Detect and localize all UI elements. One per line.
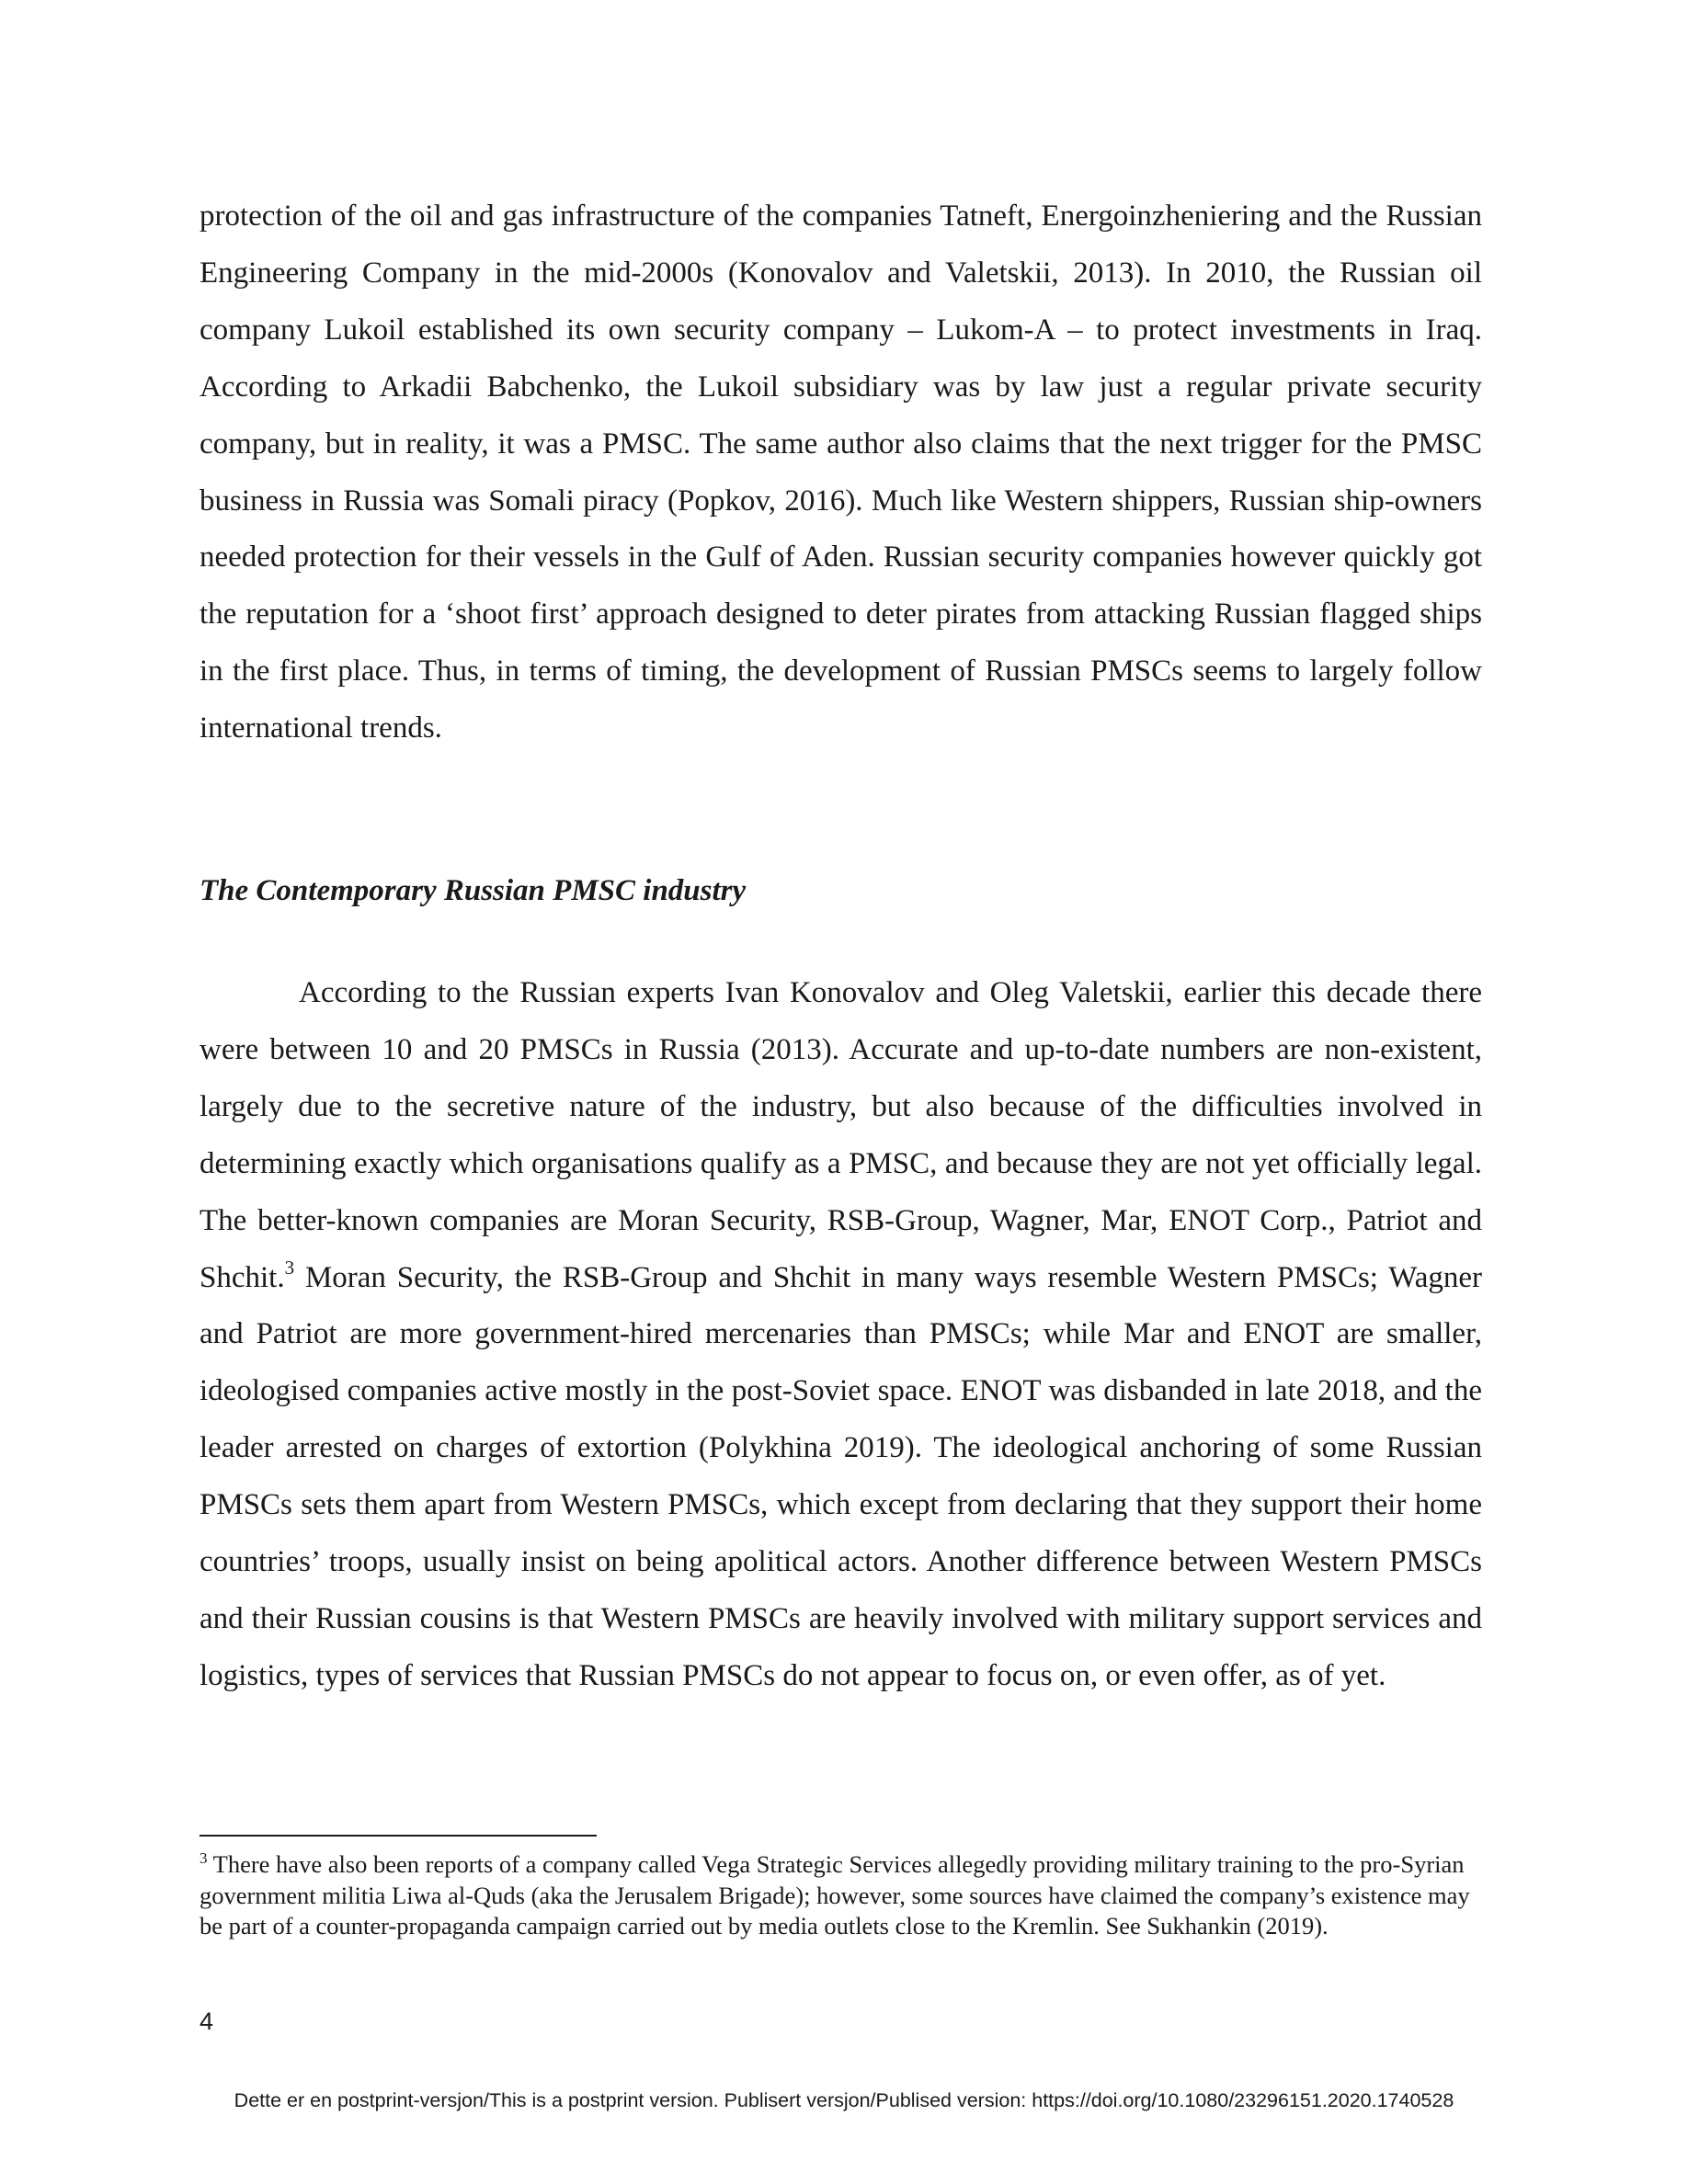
footnote-separator [200,1835,597,1837]
footnote-reference[interactable]: 3 [284,1256,295,1279]
footnote-text: There have also been reports of a company called Vega Strategic Services allegedly providing military training to the pro-Syrian government militia Liwa al-Quds (aka the Jerusalem Brigade); however, some sources have claimed the company’s existence may be part of a counter-propaganda campaign carried out by media outlets close to the Kremlin. See Sukhankin (2019). [200,1850,1470,1939]
body-paragraph-1: protection of the oil and gas infrastructure of the companies Tatneft, Energoinzheniering and the Russian Engineering Company in the mid-2000s (Konovalov and Valetskii, 2013). In 2010, the Russian oil company Lukoil established its own security company – Lukom-A – to protect investments in Iraq. According to Arkadii Babchenko, the Lukoil subsidiary was by law just a regular private security company, but in reality, it was a PMSC. The same author also claims that the next trigger for the PMSC business in Russia was Somali piracy (Popkov, 2016). Much like Western shippers, Russian ship-owners needed protection for their vessels in the Gulf of Aden. Russian security companies however quickly got the reputation for a ‘shoot first’ approach designed to deter pirates from attacking Russian flagged ships in the first place. Thus, in terms of timing, the development of Russian PMSCs seems to largely follow international trends. [200,199,1482,745]
body-paragraph-2 [200,965,1482,1705]
footnote [200,1849,1482,1942]
section-heading: The Contemporary Russian PMSC industry [200,874,747,907]
body-paragraph-2-part-1: According to the Russian experts Ivan Konovalov and Oleg Valetskii, earlier this decade there were between 10 and 20 PMSCs in Russia (2013). Accurate and up-to-date numbers are non-existent, largely due to the secretive nature of the industry, but also because of the difficulties involved in determining exactly which organisations qualify as a PMSC, and because they are not yet officially legal. The better-known companies are Moran Security, RSB-Group, Wagner, Mar, ENOT Corp., Patriot and Shchit. [200,976,1482,1294]
footnote-number: 3 [200,1849,208,1868]
postprint-notice[interactable]: Dette er en postprint-versjon/This is a postprint version. Publisert versjon/Publised version: https://doi.org/10.1080/23296151.2020.1740528 [234,2089,1454,2111]
body-paragraph-2-part-2: Moran Security, the RSB-Group and Shchit in many ways resemble Western PMSCs; Wagner and Patriot are more government-hired mercenaries than PMSCs; while Mar and ENOT are smaller, ideologised companies active mostly in the post-Soviet space. ENOT was disbanded in late 2018, and the leader arrested on charges of extortion (Polykhina 2019). The ideological anchoring of some Russian PMSCs sets them apart from Western PMSCs, which except from declaring that they support their home countries’ troops, usually insist on being apolitical actors. Another difference between Western PMSCs and their Russian cousins is that Western PMSCs are heavily involved with military support services and logistics, types of services that Russian PMSCs do not appear to focus on, or even offer, as of yet. [200,1260,1482,1692]
page-number: 4 [200,2008,214,2035]
